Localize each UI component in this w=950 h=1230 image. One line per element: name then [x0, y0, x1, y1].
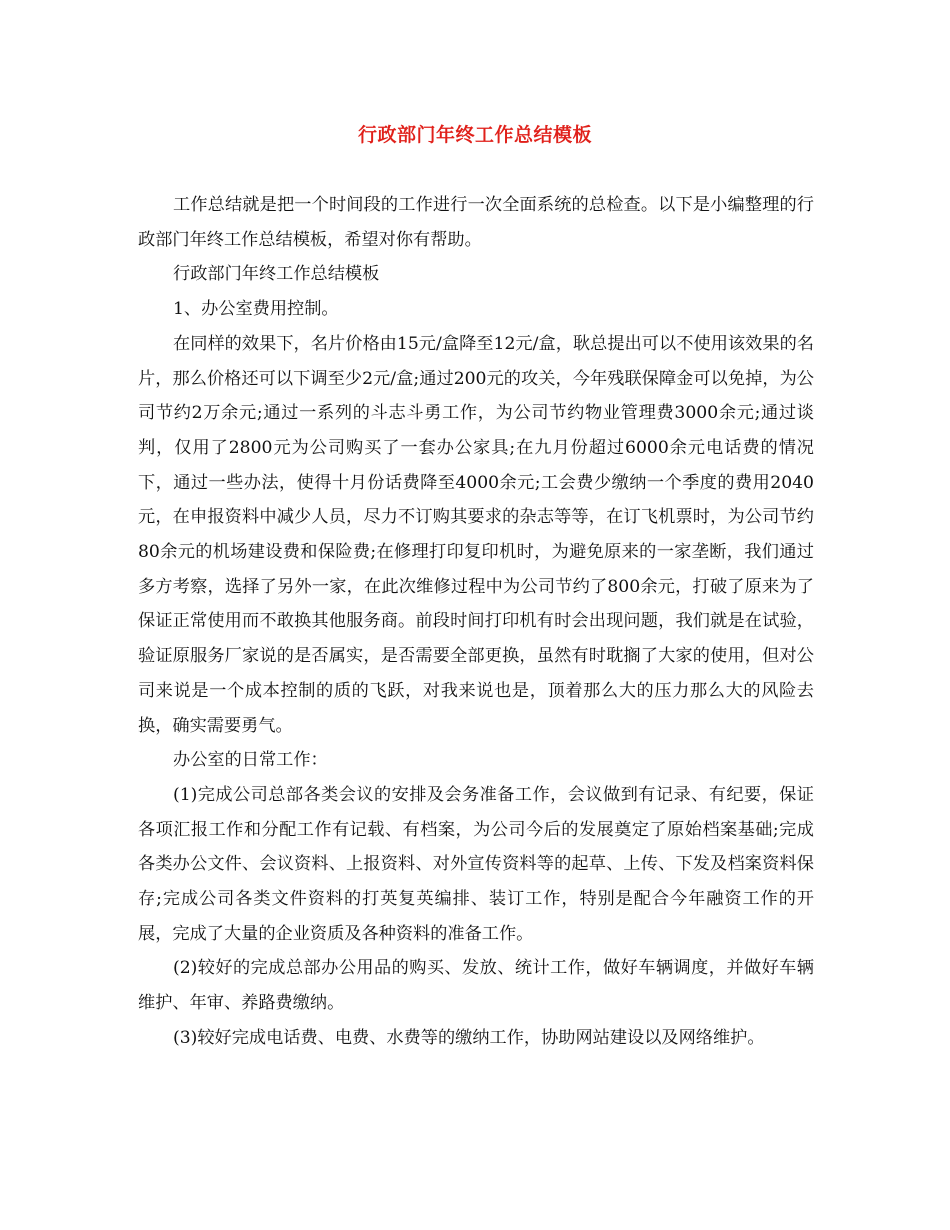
subtitle-paragraph: 行政部门年终工作总结模板	[173, 264, 380, 285]
document-title: 行政部门年终工作总结模板	[357, 124, 592, 146]
intro-paragraph: 工作总结就是把一个时间段的工作进行一次全面系统的总检查。以下是小编整理的行政部门年终工作总结模板，希望对你有帮助。	[138, 195, 814, 250]
daily-work-item-3: (3)较好完成电话费、电费、水费等的缴纳工作，协助网站建设以及网络维护。	[173, 1027, 765, 1048]
section-heading-cost-control: 1、办公室费用控制。	[173, 299, 339, 320]
section-heading-daily-work: 办公室的日常工作：	[173, 750, 328, 771]
document-body	[138, 188, 814, 1056]
daily-work-item-2: (2)较好的完成总部办公用品的购买、发放、统计工作，做好车辆调度，并做好车辆维护、年审、养路费缴纳。	[138, 958, 814, 1014]
daily-work-item-1: (1)完成公司总部各类会议的安排及会务准备工作，会议做到有记录、有纪要，保证各项汇报工作和分配工作有记载、有档案，为公司今后的发展奠定了原始档案基础;完成各类办公文件、会议资料、上报资料、对外宣传资料等的起草、上传、下发及档案资料保存;完成公司各类文件资料的打英复英编排、装订工作，特别是配合今年融资工作的开展，完成了大量的企业资质及各种资料的准备工作。	[138, 784, 814, 944]
cost-control-paragraph: 在同样的效果下，名片价格由15元/盒降至12元/盒，耿总提出可以不使用该效果的名片，那么价格还可以下调至少2元/盒;通过200元的攻关，今年残联保障金可以免掉，为公司节约2万余元;通过一系列的斗志斗勇工作，为公司节约物业管理费3000余元;通过谈判，仅用了2800元为公司购买了一套办公家具;在九月份超过6000余元电话费的情况下，通过一些办法，使得十月份话费降至4000余元;工会费少缴纳一个季度的费用2040元，在申报资料中减少人员，尽力不订购其要求的杂志等等，在订飞机票时，为公司节约80余元的机场建设费和保险费;在修理打印复印机时，为避免原来的一家垄断，我们通过多方考察，选择了另外一家，在此次维修过程中为公司节约了800余元，打破了原来为了保证正常使用而不敢换其他服务商。前段时间打印机有时会出现问题，我们就是在试验，验证原服务厂家说的是否属实，是否需要全部更换，虽然有时耽搁了大家的使用，但对公司来说是一个成本控制的质的飞跃，对我来说也是，顶着那么大的压力那么大的风险去换，确实需要勇气。	[138, 333, 814, 736]
